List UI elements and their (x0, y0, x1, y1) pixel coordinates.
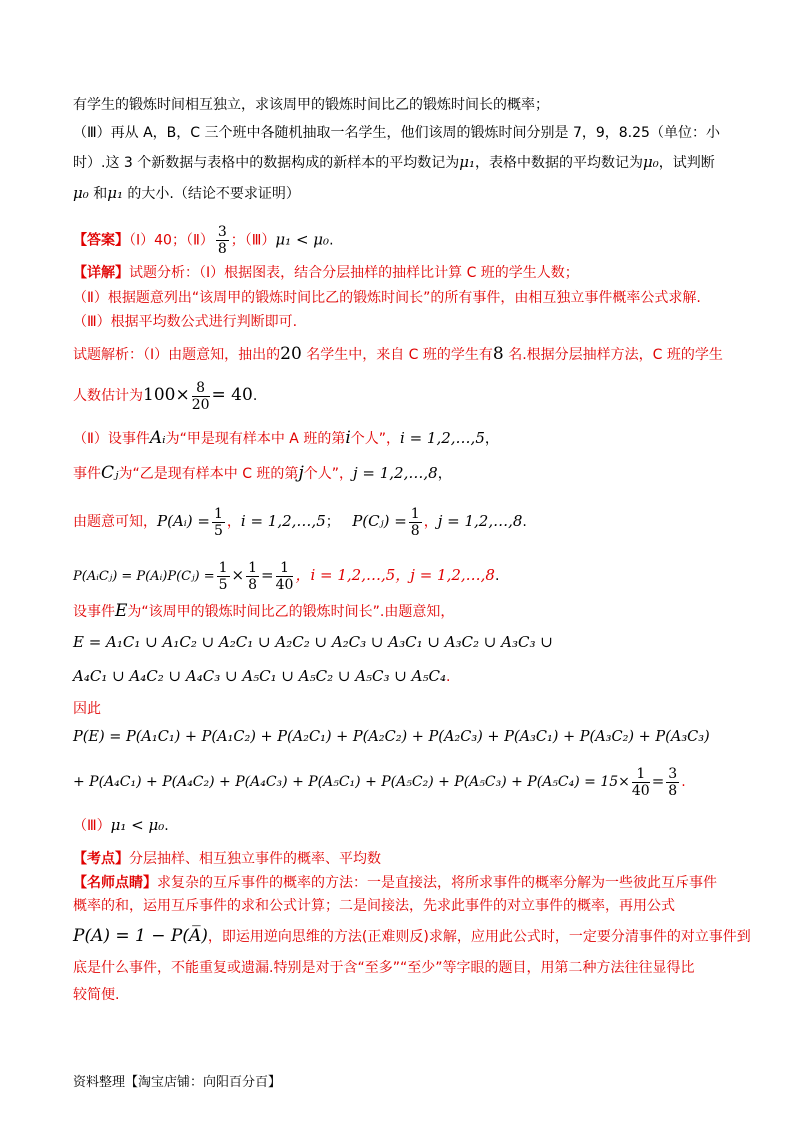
math-expression: P(A) = 1 − P(A̅) (73, 926, 208, 946)
math-mu0: μ₀ (73, 184, 89, 202)
math-expression: j = 1,2,…,8 (352, 464, 438, 482)
problem-text: ，试判断 (658, 155, 715, 171)
math-expression: ，i = 1,2,…,5，j = 1,2,…,8 (295, 566, 495, 584)
solution-line-8 (73, 632, 740, 653)
math-symbol: E (115, 601, 128, 621)
answer-text: （Ⅰ）40；（Ⅱ） (129, 232, 214, 249)
solution-line-4 (73, 463, 740, 484)
solution-line-12 (73, 762, 740, 801)
answer-label: 【答案】 (73, 232, 129, 249)
fraction (212, 506, 225, 539)
fraction-denominator: 8 (668, 782, 678, 799)
page-footer (73, 1071, 281, 1090)
math-operator: × (231, 566, 245, 584)
detail-text: （Ⅱ）根据题意列出“该周甲的锻炼时间比乙的锻炼时间长”的所有事件，由相互独立事件概率公式求解. (73, 290, 701, 306)
fraction-numerator: 1 (248, 559, 258, 576)
fraction (632, 766, 650, 799)
detail-label: 【详解】 (73, 265, 129, 281)
fraction (666, 766, 679, 799)
solution-text: 为“该周甲的锻炼时间比乙的锻炼时间长”.由题意知， (127, 604, 455, 620)
math-expression: A₄C₁ ∪ A₄C₂ ∪ A₄C₃ ∪ A₅C₁ ∪ A₅C₂ ∪ A₅C₃ ∪ A₅C₄ (73, 667, 446, 685)
punctuation: ， (423, 514, 438, 530)
problem-text: 和 (88, 186, 108, 202)
punctuation: . (445, 669, 451, 685)
solution-text: （Ⅱ）设事件 (73, 431, 150, 447)
solution-text: 试题解析：（Ⅰ）由题意知，抽出的 (73, 347, 281, 363)
math-mu1: μ₁ (459, 153, 476, 171)
fraction (217, 560, 230, 593)
problem-line-1 (73, 95, 740, 115)
solution-line-9 (73, 666, 740, 687)
fraction-denominator: 8 (248, 576, 258, 593)
answer-text: ；（Ⅲ） (230, 232, 276, 249)
solution-text: 因此 (73, 701, 101, 717)
mingshi-line-1 (73, 873, 740, 893)
math-mu1: μ₁ (107, 184, 123, 202)
fraction (216, 224, 229, 257)
math-expression: + P(A₄C₁) + P(A₄C₂) + P(A₄C₃) + P(A₅C₁) + P(A₅C₂) + P(A₅C₃) + P(A₅C₄) = 15× (73, 774, 630, 790)
fraction-denominator: 40 (275, 576, 294, 593)
mingshi-label: 【名师点睛】 (73, 875, 157, 891)
punctuation: ； (325, 514, 340, 530)
fraction-denominator: 5 (213, 522, 223, 539)
math-symbol: i (345, 428, 351, 448)
math-expression: P(AᵢCⱼ) = P(Aᵢ)P(Cⱼ) = (73, 569, 215, 584)
math-symbol: Aᵢ (149, 428, 166, 448)
math-expression: = 40 (211, 385, 253, 405)
fraction (246, 560, 259, 593)
math-expression: μ₁ < μ₀ (110, 816, 165, 834)
solution-line-11 (73, 727, 740, 747)
kaodian-label: 【考点】 (73, 851, 129, 867)
mingshi-line-4 (73, 958, 740, 978)
fraction-denominator: 5 (218, 576, 228, 593)
solution-text: 事件 (73, 466, 101, 482)
math-expression: i = 1,2,…,5 (240, 512, 326, 530)
solution-line-5 (73, 503, 740, 540)
fraction-numerator: 1 (218, 559, 228, 576)
math-expression: P(Aᵢ) = (157, 512, 210, 530)
kaodian-text: 分层抽样、相互独立事件的概率、平均数 (129, 851, 381, 867)
punctuation: ， (226, 514, 241, 530)
solution-line-3 (73, 428, 740, 449)
problem-line-2 (73, 123, 740, 143)
solution-line-13 (73, 815, 740, 836)
mingshi-line-2 (73, 896, 740, 916)
solution-text: 为“乙是现有样本中 C 班的第 (118, 466, 299, 482)
solution-text: 名.根据分层抽样方法，C 班的学生 (503, 347, 723, 363)
math-expression: P(Cⱼ) = (352, 512, 407, 530)
fraction-denominator: 8 (217, 241, 227, 257)
math-symbol: j (298, 463, 304, 483)
solution-text: 个人”， (350, 431, 401, 447)
punctuation: . (494, 568, 500, 584)
footer-text: 资料整理【淘宝店铺：向阳百分百】 (73, 1075, 282, 1090)
solution-text: （Ⅲ） (73, 818, 111, 834)
fraction (192, 380, 210, 413)
solution-text: 名学生中，来自 C 班的学生有 (301, 347, 493, 363)
detail-text: （Ⅲ）根据平均数公式进行判断即可. (73, 314, 298, 330)
math-number: 20 (280, 344, 302, 364)
problem-line-4 (73, 183, 740, 204)
fraction-numerator: 3 (668, 765, 678, 782)
problem-text: ，表格中数据的平均数记为 (475, 155, 644, 171)
detail-text: 试题分析：（Ⅰ）根据图表，结合分层抽样的抽样比计算 C 班的学生人数； (129, 265, 579, 281)
fraction-numerator: 1 (276, 560, 294, 577)
mingshi-line-3 (73, 926, 751, 947)
fraction-numerator: 1 (410, 505, 420, 522)
detail-line-1 (73, 263, 740, 283)
solution-line-2 (73, 378, 740, 413)
fraction (276, 560, 294, 593)
solution-line-1 (73, 344, 740, 365)
mingshi-text: ，即运用逆向思维的方法(正难则反)求解，应用此公式时，一定要分清事件的对立事件到 (207, 929, 751, 945)
solution-text: 个人”， (303, 466, 353, 482)
math-expression: i = 1,2,…,5 (400, 429, 485, 447)
math-expression: E = A₁C₁ ∪ A₁C₂ ∪ A₂C₁ ∪ A₂C₂ ∪ A₂C₃ ∪ A₃C₁ ∪ A₃C₂ ∪ A₃C₃ ∪ (73, 633, 553, 651)
problem-text: 的大小.（结论不要求证明） (122, 186, 300, 202)
fraction-numerator: 8 (192, 380, 210, 397)
mingshi-text: 较简便. (73, 987, 120, 1003)
math-expression: P(E) = P(A₁C₁) + P(A₁C₂) + P(A₂C₁) + P(A₂C₂) + P(A₂C₃) + P(A₃C₁) + P(A₃C₂) + P(A₃C₃) (73, 729, 710, 745)
fraction (409, 506, 422, 539)
solution-line-6 (73, 557, 740, 595)
fraction-denominator: 20 (191, 396, 210, 413)
mingshi-text: 概率的和，运用互斥事件的求和公式计算；二是间接法，先求此事件的对立事件的概率，再用公式 (73, 898, 675, 914)
punctuation: . (252, 388, 258, 404)
problem-text: 时）.这 3 个新数据与表格中的数据构成的新样本的平均数记为 (73, 155, 460, 171)
fraction-denominator: 40 (631, 782, 650, 799)
solution-text: 设事件 (73, 604, 115, 620)
math-operator: = (651, 772, 665, 790)
punctuation: . (164, 818, 169, 834)
answer-line (73, 224, 740, 257)
solution-text: 为“甲是现有样本中 A 班的第 (165, 431, 346, 447)
fraction-numerator: 3 (217, 224, 227, 240)
fraction-numerator: 1 (213, 505, 223, 522)
punctuation: . (522, 514, 527, 530)
punctuation: ， (484, 431, 499, 447)
solution-text: 人数估计为 (73, 388, 143, 404)
math-expression: 100× (143, 385, 190, 405)
math-expression: j = 1,2,…,8 (437, 512, 523, 530)
punctuation: . (329, 232, 334, 249)
math-operator: = (261, 566, 274, 584)
math-expression: μ₁ < μ₀ (275, 230, 330, 249)
mingshi-text: 求复杂的互斥事件的概率的方法：一是直接法，将所求事件的概率分解为一些彼此互斥事件 (157, 875, 717, 891)
punctuation: ， (437, 466, 452, 482)
solution-line-10 (73, 699, 740, 719)
mingshi-text: 底是什么事件，不能重复或遗漏.特别是对于含“至多”“至少”等字眼的题目，用第二种方法往往显得比 (73, 960, 695, 976)
kaodian-line (73, 849, 740, 869)
problem-text: （Ⅲ）再从 A，B，C 三个班中各随机抽取一名学生，他们该周的锻炼时间分别是 7，9，8.25（单位：小 (73, 125, 720, 141)
fraction-numerator: 1 (632, 766, 650, 783)
math-number: 8 (492, 344, 504, 364)
punctuation: . (681, 774, 686, 790)
math-symbol: Cⱼ (101, 463, 119, 483)
problem-line-3 (73, 152, 740, 173)
detail-line-3 (73, 312, 740, 332)
fraction-denominator: 8 (410, 522, 420, 539)
solution-text: 由题意可知， (73, 514, 157, 530)
problem-text: 有学生的锻炼时间相互独立，求该周甲的锻炼时间比乙的锻炼时间长的概率； (73, 97, 549, 113)
solution-line-7 (73, 601, 740, 622)
mingshi-line-5 (73, 985, 740, 1005)
math-mu0: μ₀ (643, 153, 659, 171)
detail-line-2 (73, 288, 740, 308)
